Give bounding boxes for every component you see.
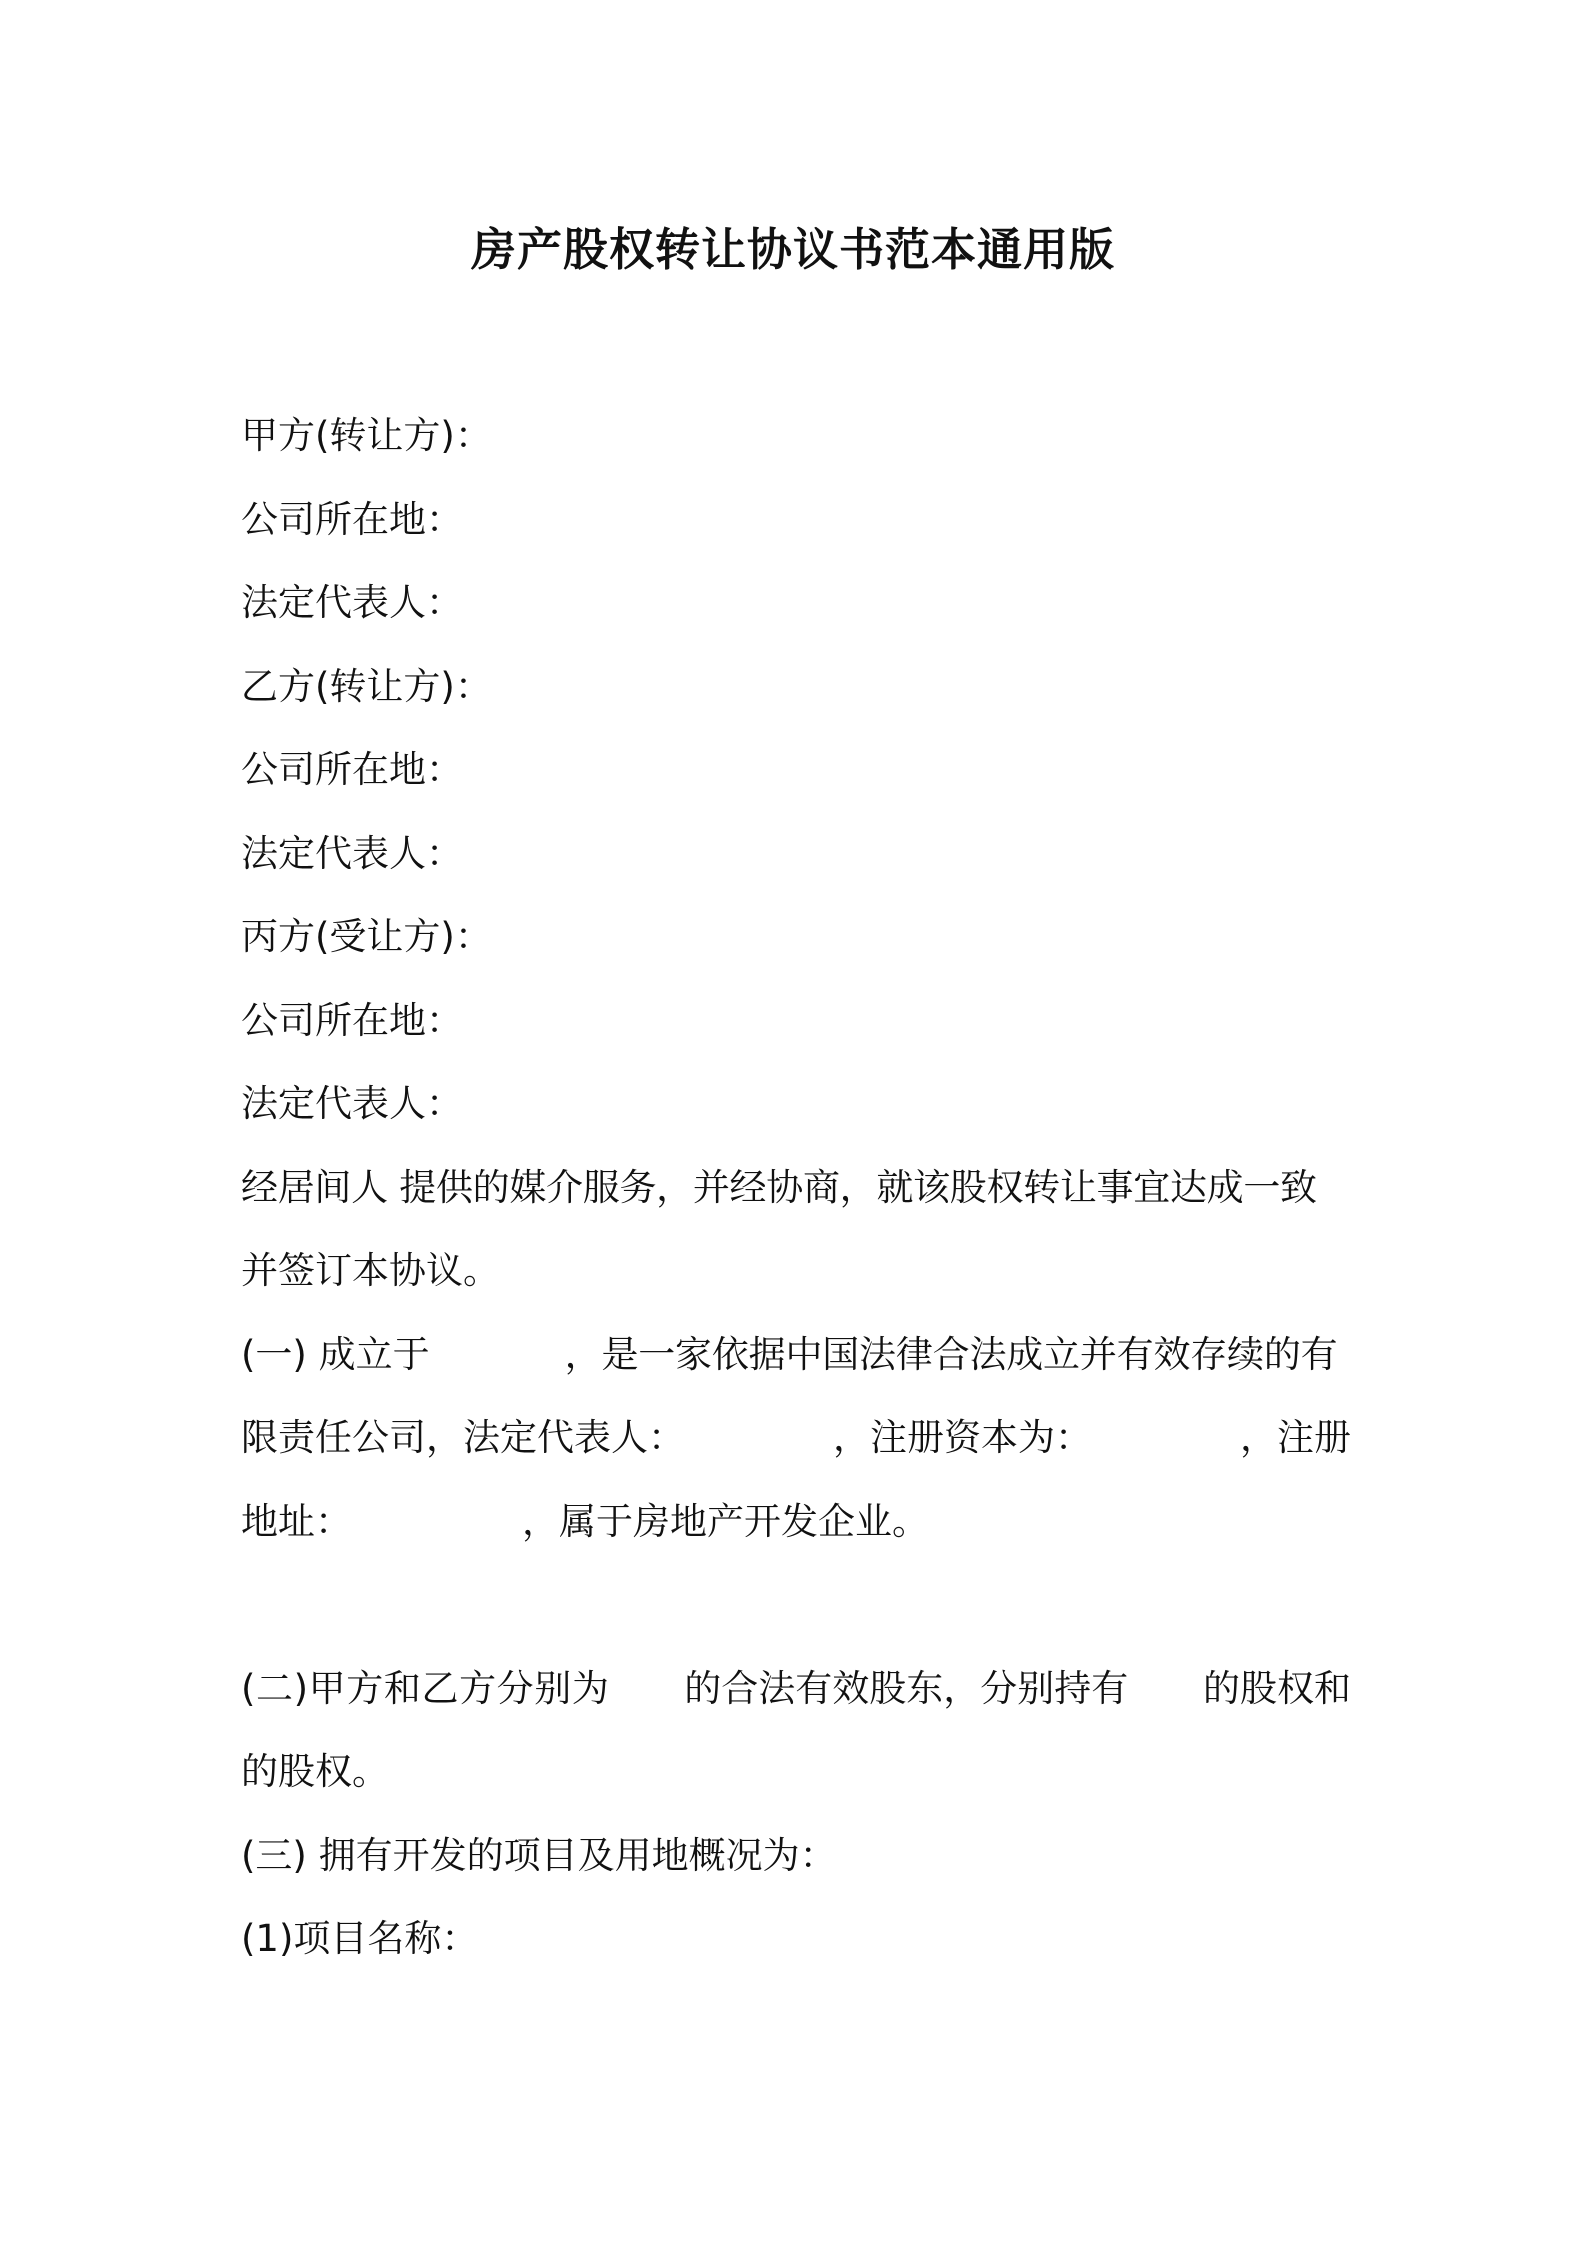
- party-b-address-label: 公司所在地：: [241, 748, 463, 791]
- clause-1-rep-label: 限责任公司，法定代表人：: [241, 1416, 685, 1459]
- party-a-label: 甲方(转让方)：: [241, 414, 492, 457]
- party-b-rep-label: 法定代表人：: [241, 831, 463, 875]
- clause-2-shareholder-text: 的合法有效股东，分别持有: [684, 1666, 1129, 1710]
- clause-1-description: ，是一家依据中国法律合法成立并有效存续的有: [564, 1332, 1338, 1376]
- clause-3-item-1: (1)项目名称：: [241, 1917, 479, 1960]
- clause-1-line-2: [241, 1408, 1351, 1492]
- document-title: 房产股权转让协议书范本通用版: [470, 223, 1115, 276]
- party-b-label: 乙方(转让方)：: [241, 664, 492, 708]
- blank-line: [241, 1575, 1351, 1659]
- clause-1-line-3: [241, 1492, 1351, 1576]
- party-c-label: 丙方(受让方)：: [241, 915, 492, 958]
- preamble-line-2: 并签订本协议。: [241, 1249, 500, 1292]
- clause-2-line-1: [241, 1659, 1351, 1743]
- party-a-address-label: 公司所在地：: [241, 497, 463, 541]
- clause-1-capital-label: ，注册资本为：: [833, 1416, 1092, 1459]
- clause-1-reg-label: ，注册: [1240, 1416, 1351, 1459]
- document-body: [241, 406, 1351, 1993]
- clause-1-founded-label: (一) 成立于: [241, 1332, 430, 1376]
- clause-2-line-2: 的股权。: [241, 1750, 389, 1793]
- party-a-rep-label: 法定代表人：: [241, 581, 463, 624]
- party-c-rep-label: 法定代表人：: [241, 1082, 463, 1125]
- clause-1-industry: ，属于房地产开发企业。: [522, 1499, 929, 1543]
- clause-1-line-1: [241, 1325, 1351, 1409]
- clause-1-address-label: 地址：: [241, 1499, 352, 1543]
- clause-2-equity-text: 的股权和: [1202, 1666, 1351, 1710]
- party-c-address-label: 公司所在地：: [241, 998, 463, 1042]
- clause-2-parties-text: (二)甲方和乙方分别为: [241, 1666, 610, 1710]
- preamble-line-1: 经居间人 提供的媒介服务，并经协商，就该股权转让事宜达成一致: [241, 1165, 1317, 1209]
- clause-3-line-1: (三) 拥有开发的项目及用地概况为：: [241, 1833, 837, 1877]
